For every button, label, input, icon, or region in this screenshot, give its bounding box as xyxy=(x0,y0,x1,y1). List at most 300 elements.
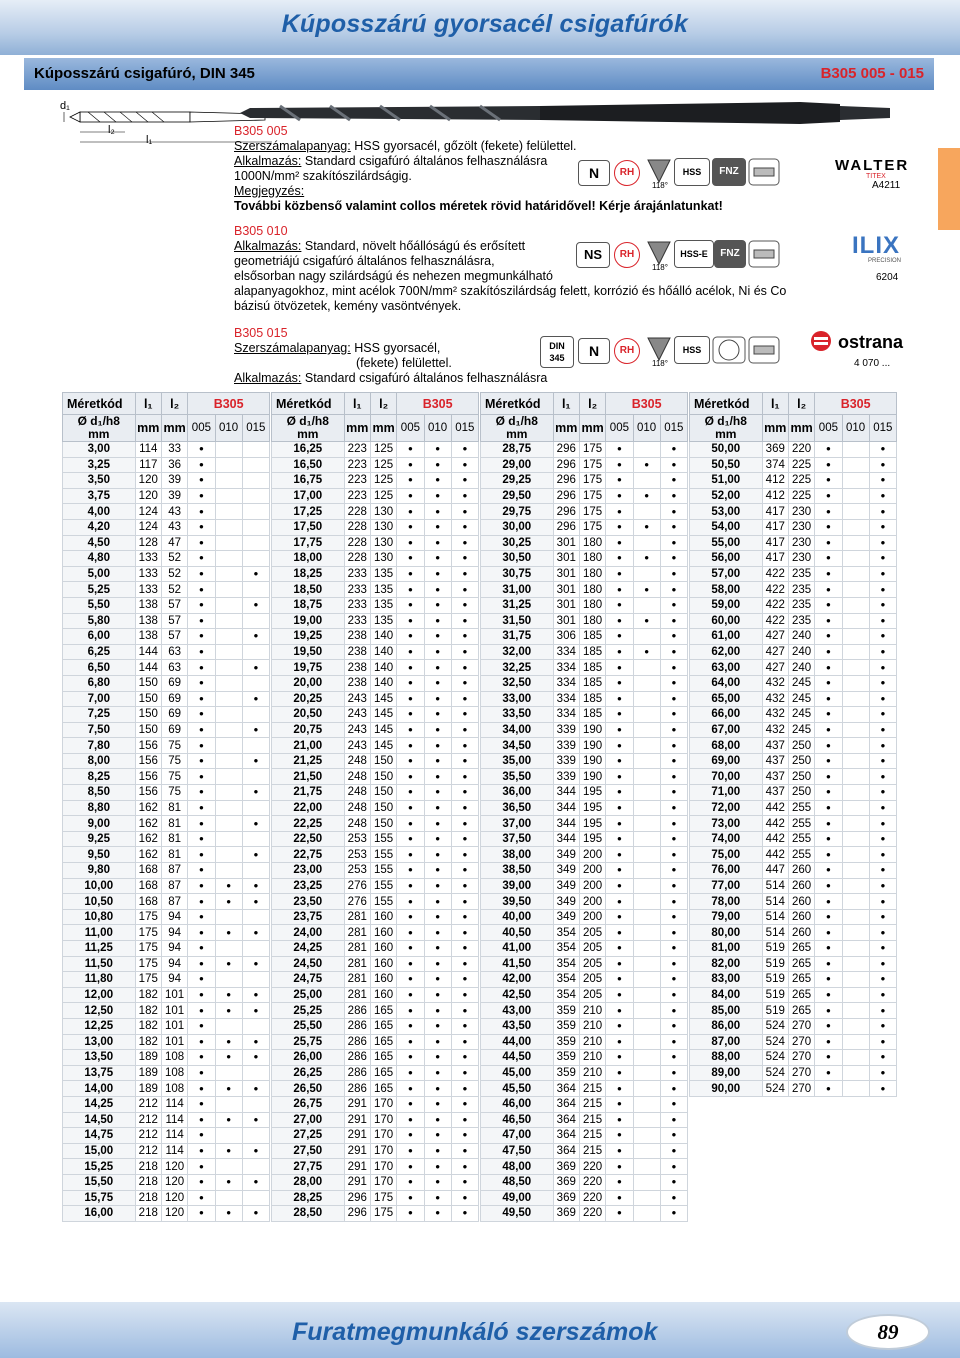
diameter-cell: 87,00 xyxy=(690,1034,763,1050)
avail-010-cell: • xyxy=(424,1159,451,1175)
table-row xyxy=(690,738,897,754)
col-header-meretkod: Méretkód xyxy=(63,393,136,415)
diameter-cell: 34,50 xyxy=(481,738,554,754)
avail-010-cell xyxy=(215,785,242,801)
l1-cell: 253 xyxy=(344,847,370,863)
avail-005-cell: • xyxy=(397,847,424,863)
table-row xyxy=(481,816,688,832)
avail-010-cell xyxy=(633,878,660,894)
diameter-cell: 25,25 xyxy=(272,1003,345,1019)
l1-cell: 156 xyxy=(135,738,161,754)
l2-cell: 220 xyxy=(579,1190,605,1206)
diameter-cell: 49,50 xyxy=(481,1206,554,1222)
brand-walter-sub: TITEX xyxy=(866,173,886,180)
l2-cell: 175 xyxy=(579,519,605,535)
avail-015-cell: • xyxy=(869,1003,896,1019)
l1-cell: 514 xyxy=(762,878,788,894)
l2-cell: 114 xyxy=(161,1096,187,1112)
col-header-meretkod: Méretkód xyxy=(272,393,345,415)
l1-cell: 344 xyxy=(553,800,579,816)
avail-015-cell: • xyxy=(451,972,478,988)
avail-015-cell: • xyxy=(869,566,896,582)
avail-005-cell: • xyxy=(188,956,215,972)
diameter-cell: 47,00 xyxy=(481,1128,554,1144)
diameter-cell: 5,00 xyxy=(63,566,136,582)
label-note: Megjegyzés: xyxy=(234,184,305,198)
avail-005-cell: • xyxy=(606,488,633,504)
avail-015-cell: • xyxy=(660,675,687,691)
table-row xyxy=(63,535,270,551)
avail-010-cell: • xyxy=(633,551,660,567)
avail-015-cell xyxy=(242,707,269,723)
col-header-l1-unit: mm xyxy=(553,415,579,442)
l1-cell: 364 xyxy=(553,1081,579,1097)
l2-cell: 215 xyxy=(579,1081,605,1097)
avail-005-cell: • xyxy=(606,925,633,941)
avail-010-cell xyxy=(215,519,242,535)
avail-015-cell: • xyxy=(660,1096,687,1112)
l1-cell: 117 xyxy=(135,457,161,473)
diameter-cell: 43,50 xyxy=(481,1018,554,1034)
avail-015-cell xyxy=(242,644,269,660)
l1-cell: 301 xyxy=(553,582,579,598)
l2-cell: 195 xyxy=(579,785,605,801)
avail-015-cell: • xyxy=(242,597,269,613)
avail-015-cell: • xyxy=(869,457,896,473)
avail-005-cell: • xyxy=(188,629,215,645)
avail-005-cell: • xyxy=(606,1128,633,1144)
l1-cell: 296 xyxy=(553,504,579,520)
avail-010-cell: • xyxy=(424,566,451,582)
diameter-cell: 42,50 xyxy=(481,987,554,1003)
avail-015-cell: • xyxy=(242,722,269,738)
diameter-cell: 3,50 xyxy=(63,473,136,489)
l1-cell: 138 xyxy=(135,613,161,629)
l2-cell: 260 xyxy=(788,925,814,941)
diameter-cell: 84,00 xyxy=(690,987,763,1003)
avail-005-cell: • xyxy=(397,1065,424,1081)
diameter-cell: 58,00 xyxy=(690,582,763,598)
diameter-cell: 20,00 xyxy=(272,675,345,691)
table-row xyxy=(63,582,270,598)
table-row xyxy=(481,941,688,957)
brand-code: A4211 xyxy=(872,180,901,191)
avail-010-cell xyxy=(842,442,869,458)
l1-cell: 248 xyxy=(344,753,370,769)
l1-cell: 281 xyxy=(344,909,370,925)
diameter-cell: 30,75 xyxy=(481,566,554,582)
avail-005-cell: • xyxy=(815,488,842,504)
avail-010-cell: • xyxy=(633,582,660,598)
avail-005-cell: • xyxy=(188,753,215,769)
avail-015-cell xyxy=(242,551,269,567)
avail-015-cell: • xyxy=(451,925,478,941)
avail-015-cell: • xyxy=(660,488,687,504)
diameter-cell: 16,25 xyxy=(272,442,345,458)
table-row xyxy=(63,972,270,988)
diameter-cell: 48,50 xyxy=(481,1174,554,1190)
avail-010-cell xyxy=(842,535,869,551)
avail-015-cell: • xyxy=(242,1003,269,1019)
avail-005-cell: • xyxy=(606,909,633,925)
avail-010-cell xyxy=(842,488,869,504)
l2-cell: 270 xyxy=(788,1065,814,1081)
diameter-cell: 22,75 xyxy=(272,847,345,863)
diameter-cell: 17,75 xyxy=(272,535,345,551)
l1-cell: 432 xyxy=(762,691,788,707)
l2-cell: 140 xyxy=(370,675,396,691)
avail-005-cell: • xyxy=(188,1018,215,1034)
avail-015-cell: • xyxy=(869,785,896,801)
diameter-cell: 4,00 xyxy=(63,504,136,520)
avail-010-cell xyxy=(842,831,869,847)
diameter-cell: 17,50 xyxy=(272,519,345,535)
l2-cell: 200 xyxy=(579,847,605,863)
avail-005-cell: • xyxy=(815,1081,842,1097)
avail-010-cell xyxy=(633,1143,660,1159)
avail-010-cell xyxy=(633,504,660,520)
avail-015-cell: • xyxy=(242,629,269,645)
l2-cell: 52 xyxy=(161,566,187,582)
diameter-cell: 30,50 xyxy=(481,551,554,567)
l2-cell: 120 xyxy=(161,1206,187,1222)
avail-010-cell: • xyxy=(215,1112,242,1128)
diameter-cell: 17,25 xyxy=(272,504,345,520)
avail-015-cell: • xyxy=(660,738,687,754)
l2-cell: 81 xyxy=(161,847,187,863)
avail-015-cell: • xyxy=(869,1050,896,1066)
label-material: Szerszámalapanyag: xyxy=(234,139,351,153)
table-row xyxy=(272,722,479,738)
avail-005-cell: • xyxy=(397,1128,424,1144)
l2-cell: 135 xyxy=(370,566,396,582)
avail-010-cell xyxy=(633,1065,660,1081)
table-row xyxy=(690,722,897,738)
rh-icon: RH xyxy=(614,160,640,186)
table-row xyxy=(690,707,897,723)
table-row xyxy=(481,785,688,801)
avail-005-cell: • xyxy=(606,1081,633,1097)
diameter-cell: 79,00 xyxy=(690,909,763,925)
table-row xyxy=(481,863,688,879)
table-row xyxy=(481,1065,688,1081)
table-row xyxy=(272,442,479,458)
col-header-diameter xyxy=(272,415,345,442)
avail-005-cell: • xyxy=(397,894,424,910)
table-row xyxy=(690,691,897,707)
avail-005-cell: • xyxy=(397,535,424,551)
avail-005-cell: • xyxy=(397,753,424,769)
avail-010-cell: • xyxy=(424,785,451,801)
l1-cell: 238 xyxy=(344,675,370,691)
avail-015-cell: • xyxy=(242,894,269,910)
l1-cell: 349 xyxy=(553,878,579,894)
avail-015-cell: • xyxy=(660,660,687,676)
avail-015-cell: • xyxy=(451,1128,478,1144)
l2-cell: 245 xyxy=(788,707,814,723)
diameter-cell: 66,00 xyxy=(690,707,763,723)
table-row xyxy=(481,1034,688,1050)
table-row xyxy=(690,504,897,520)
avail-010-cell: • xyxy=(424,629,451,645)
diameter-cell: 45,50 xyxy=(481,1081,554,1097)
table-row xyxy=(272,831,479,847)
l1-cell: 422 xyxy=(762,566,788,582)
l1-cell: 354 xyxy=(553,972,579,988)
avail-010-cell xyxy=(633,1003,660,1019)
diameter-cell: 37,50 xyxy=(481,831,554,847)
avail-015-cell: • xyxy=(242,1112,269,1128)
diameter-cell: 27,75 xyxy=(272,1159,345,1175)
diameter-cell: 27,00 xyxy=(272,1112,345,1128)
l2-cell: 180 xyxy=(579,613,605,629)
diameter-cell: 26,25 xyxy=(272,1065,345,1081)
table-row xyxy=(481,535,688,551)
l2-cell: 185 xyxy=(579,660,605,676)
col-header-l2: l₂ xyxy=(161,393,187,415)
l1-cell: 412 xyxy=(762,473,788,489)
avail-010-cell xyxy=(842,473,869,489)
l1-cell: 212 xyxy=(135,1143,161,1159)
avail-005-cell: • xyxy=(815,972,842,988)
table-row xyxy=(690,519,897,535)
diameter-cell: 24,75 xyxy=(272,972,345,988)
l2-cell: 114 xyxy=(161,1112,187,1128)
col-header-005: 005 xyxy=(397,415,424,442)
l2-cell: 245 xyxy=(788,675,814,691)
table-row xyxy=(272,987,479,1003)
diameter-cell: 9,50 xyxy=(63,847,136,863)
avail-015-cell: • xyxy=(869,473,896,489)
point-angle-label: 118° xyxy=(652,181,668,190)
l1-cell: 218 xyxy=(135,1206,161,1222)
l2-cell: 94 xyxy=(161,909,187,925)
table-row xyxy=(690,473,897,489)
avail-010-cell xyxy=(215,473,242,489)
table-row xyxy=(690,800,897,816)
avail-015-cell: • xyxy=(660,1128,687,1144)
l1-cell: 301 xyxy=(553,566,579,582)
l2-cell: 235 xyxy=(788,582,814,598)
table-row xyxy=(272,551,479,567)
avail-010-cell xyxy=(633,909,660,925)
table-row xyxy=(63,816,270,832)
avail-010-cell xyxy=(633,722,660,738)
drawing-label-d1: d₁ xyxy=(60,100,70,112)
avail-010-cell xyxy=(633,535,660,551)
avail-015-cell: • xyxy=(660,566,687,582)
l2-cell: 165 xyxy=(370,1081,396,1097)
avail-015-cell: • xyxy=(660,925,687,941)
table-row xyxy=(63,519,270,535)
l2-cell: 140 xyxy=(370,660,396,676)
l1-cell: 281 xyxy=(344,987,370,1003)
table-row xyxy=(481,675,688,691)
avail-010-cell: • xyxy=(424,909,451,925)
point-angle-label: 118° xyxy=(652,263,668,272)
avail-005-cell: • xyxy=(815,644,842,660)
fnz-icon: FNZ xyxy=(712,158,746,186)
avail-015-cell: • xyxy=(451,753,478,769)
avail-010-cell: • xyxy=(215,1081,242,1097)
diameter-cell: 36,00 xyxy=(481,785,554,801)
l2-cell: 190 xyxy=(579,753,605,769)
avail-005-cell: • xyxy=(606,473,633,489)
l1-cell: 238 xyxy=(344,660,370,676)
avail-005-cell: • xyxy=(188,972,215,988)
avail-015-cell: • xyxy=(451,1065,478,1081)
table-row xyxy=(63,831,270,847)
table-row xyxy=(63,629,270,645)
diameter-cell: 11,80 xyxy=(63,972,136,988)
avail-005-cell: • xyxy=(815,504,842,520)
avail-015-cell: • xyxy=(660,519,687,535)
table-row xyxy=(690,1003,897,1019)
l1-cell: 369 xyxy=(553,1206,579,1222)
application-text: Standard csigafúró általános felhasználásra xyxy=(301,154,548,168)
top-banner xyxy=(0,0,960,55)
footer-title: Furatmegmunkáló szerszámok xyxy=(292,1318,658,1346)
diameter-cell: 72,00 xyxy=(690,800,763,816)
l2-cell: 210 xyxy=(579,1050,605,1066)
avail-005-cell: • xyxy=(606,566,633,582)
l2-cell: 130 xyxy=(370,551,396,567)
diameter-cell: 89,00 xyxy=(690,1065,763,1081)
point-angle-icon xyxy=(644,334,674,362)
avail-010-cell xyxy=(633,769,660,785)
diameter-cell: 9,00 xyxy=(63,816,136,832)
diameter-cell: 71,00 xyxy=(690,785,763,801)
avail-005-cell: • xyxy=(606,722,633,738)
avail-005-cell: • xyxy=(397,816,424,832)
l2-cell: 245 xyxy=(788,722,814,738)
l2-cell: 69 xyxy=(161,691,187,707)
avail-005-cell: • xyxy=(188,519,215,535)
diameter-cell: 70,00 xyxy=(690,769,763,785)
table-row xyxy=(63,566,270,582)
l1-cell: 334 xyxy=(553,660,579,676)
diameter-cell: 6,80 xyxy=(63,675,136,691)
l2-cell: 255 xyxy=(788,847,814,863)
l2-cell: 135 xyxy=(370,597,396,613)
diameter-cell: 11,50 xyxy=(63,956,136,972)
application-text: Standard csigafúró általános felhasználásra xyxy=(301,371,548,385)
avail-010-cell xyxy=(842,894,869,910)
avail-015-cell: • xyxy=(451,582,478,598)
avail-005-cell: • xyxy=(815,613,842,629)
avail-015-cell: • xyxy=(660,644,687,660)
diameter-cell: 35,50 xyxy=(481,769,554,785)
product-code: B305 015 xyxy=(234,326,288,340)
table-row xyxy=(63,473,270,489)
avail-015-cell: • xyxy=(660,457,687,473)
diameter-cell: 28,50 xyxy=(272,1206,345,1222)
col-header-l2-unit: mm xyxy=(579,415,605,442)
avail-010-cell xyxy=(842,582,869,598)
avail-010-cell xyxy=(633,738,660,754)
diameter-cell: 7,00 xyxy=(63,691,136,707)
diameter-cell: 28,00 xyxy=(272,1174,345,1190)
l2-cell: 270 xyxy=(788,1050,814,1066)
l1-cell: 248 xyxy=(344,769,370,785)
diameter-cell: 57,00 xyxy=(690,566,763,582)
diameter-label: Ø d₁/h8 xyxy=(77,414,120,428)
diameter-cell: 42,00 xyxy=(481,972,554,988)
l2-cell: 230 xyxy=(788,519,814,535)
table-row xyxy=(690,753,897,769)
l2-cell: 170 xyxy=(370,1143,396,1159)
avail-015-cell: • xyxy=(660,1206,687,1222)
avail-015-cell: • xyxy=(451,1174,478,1190)
avail-015-cell: • xyxy=(869,1081,896,1097)
l2-cell: 220 xyxy=(579,1174,605,1190)
table-row xyxy=(481,644,688,660)
diameter-cell: 22,25 xyxy=(272,816,345,832)
avail-010-cell xyxy=(633,894,660,910)
avail-015-cell xyxy=(242,863,269,879)
diameter-cell: 3,25 xyxy=(63,457,136,473)
l2-cell: 140 xyxy=(370,629,396,645)
avail-015-cell: • xyxy=(869,894,896,910)
avail-010-cell: • xyxy=(424,1003,451,1019)
table-row xyxy=(690,972,897,988)
diameter-cell: 32,00 xyxy=(481,644,554,660)
brand-ostrana-icon xyxy=(810,330,834,352)
l1-cell: 354 xyxy=(553,956,579,972)
table-row xyxy=(690,847,897,863)
avail-005-cell: • xyxy=(815,863,842,879)
avail-010-cell xyxy=(633,1081,660,1097)
table-row xyxy=(481,925,688,941)
product-code: B305 005 xyxy=(234,124,288,138)
table-row xyxy=(481,691,688,707)
l1-cell: 248 xyxy=(344,816,370,832)
l1-cell: 427 xyxy=(762,629,788,645)
avail-010-cell: • xyxy=(424,1174,451,1190)
table-row xyxy=(690,535,897,551)
l2-cell: 150 xyxy=(370,816,396,832)
avail-005-cell: • xyxy=(188,1112,215,1128)
avail-010-cell: • xyxy=(215,1206,242,1222)
l2-cell: 165 xyxy=(370,1003,396,1019)
diameter-cell: 39,50 xyxy=(481,894,554,910)
avail-005-cell: • xyxy=(397,519,424,535)
avail-015-cell: • xyxy=(451,1003,478,1019)
l1-cell: 212 xyxy=(135,1096,161,1112)
avail-010-cell: • xyxy=(424,847,451,863)
avail-010-cell: • xyxy=(424,442,451,458)
diameter-cell: 12,50 xyxy=(63,1003,136,1019)
l1-cell: 228 xyxy=(344,535,370,551)
avail-015-cell: • xyxy=(869,442,896,458)
avail-010-cell: • xyxy=(633,613,660,629)
avail-005-cell: • xyxy=(188,488,215,504)
avail-005-cell: • xyxy=(397,660,424,676)
avail-005-cell: • xyxy=(397,442,424,458)
l2-cell: 101 xyxy=(161,1003,187,1019)
diameter-cell: 48,00 xyxy=(481,1159,554,1175)
l1-cell: 349 xyxy=(553,894,579,910)
avail-015-cell: • xyxy=(451,769,478,785)
l2-cell: 170 xyxy=(370,1128,396,1144)
avail-015-cell: • xyxy=(242,1143,269,1159)
diameter-cell: 29,75 xyxy=(481,504,554,520)
avail-005-cell: • xyxy=(815,629,842,645)
avail-010-cell: • xyxy=(424,816,451,832)
table-row xyxy=(481,878,688,894)
avail-005-cell: • xyxy=(606,1206,633,1222)
table-row xyxy=(63,847,270,863)
